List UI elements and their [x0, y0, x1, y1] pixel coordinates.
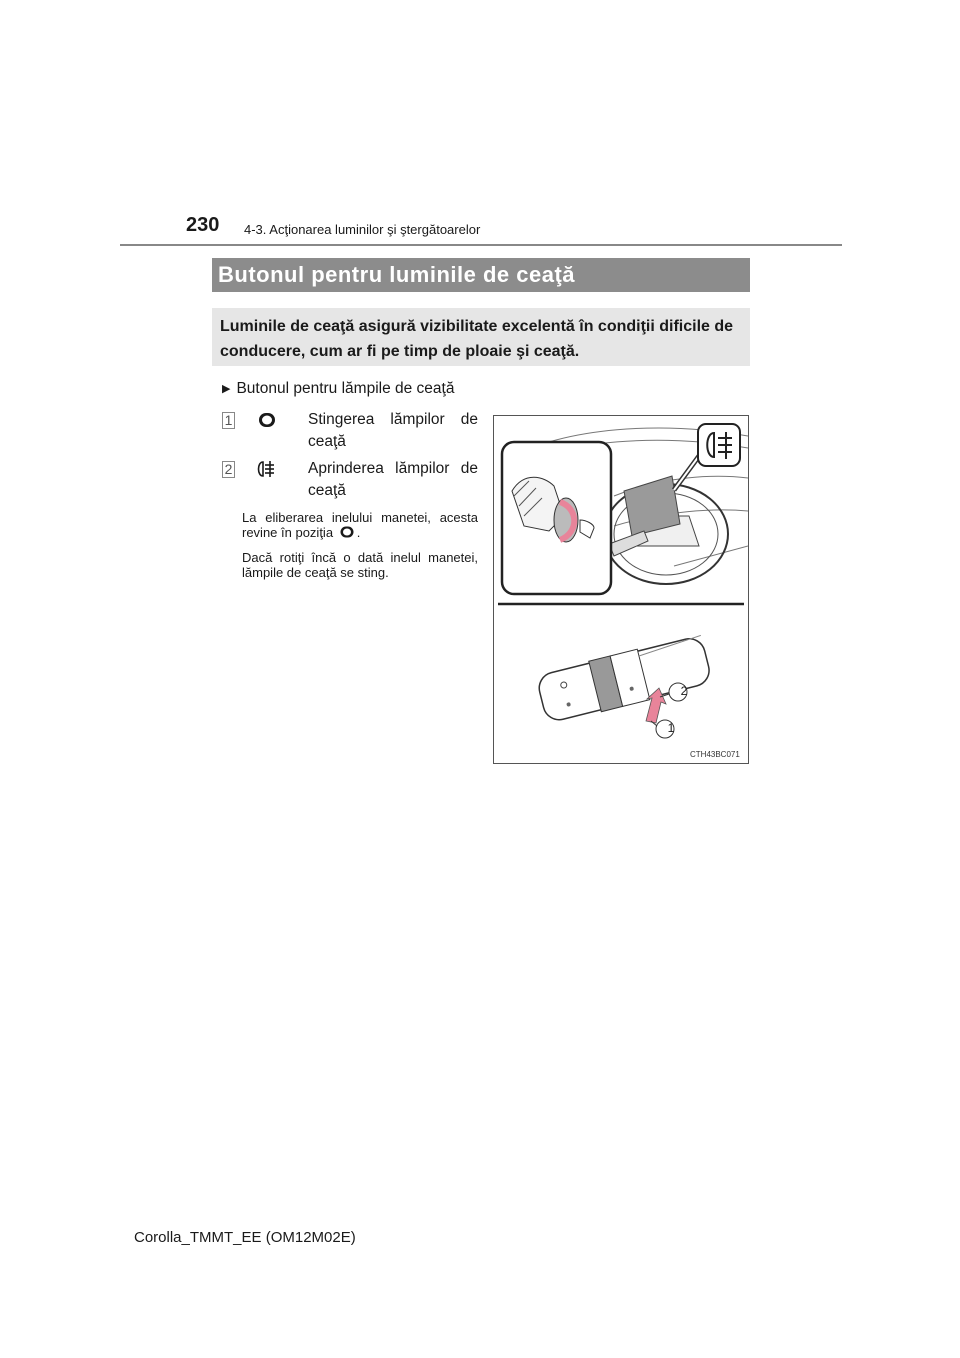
item-label-2: Aprinderea lămpilor de ceaţă	[308, 460, 478, 499]
note-rotate: Dacă rotiţi încă o dată inelul manetei, lămpile de ceaţă se sting.	[242, 550, 478, 580]
callout-1: 1	[667, 721, 675, 735]
bullet-text: Butonul pentru lămpile de ceaţă	[236, 380, 455, 397]
section-header: 4-3. Acţionarea luminilor şi ştergătoarelor	[244, 222, 481, 237]
intro-text: Luminile de ceaţă asigură vizibilitate excelentă în condiţii dificile de conducere, cum ar fi pe timp de ploaie şi ceaţă.	[220, 318, 734, 360]
item-label-1: Stingerea lămpilor de ceaţă	[308, 411, 478, 450]
page-title: Butonul pentru luminile de ceaţă	[218, 262, 576, 287]
bullet-heading	[222, 380, 454, 398]
figure-code: CTH43BC071	[690, 750, 740, 759]
header-divider	[120, 244, 842, 246]
page-number: 230	[186, 214, 220, 236]
item-number-2: 2	[222, 461, 235, 478]
fog-light-switch-illustration	[493, 415, 749, 764]
callout-2: 2	[680, 684, 688, 698]
bullet-triangle-icon: ▶	[222, 383, 231, 395]
front-fog-lamp-icon	[254, 459, 278, 484]
fog-lamp-off-icon	[340, 526, 354, 538]
item-number-1: 1	[222, 412, 235, 429]
note-release: La eliberarea inelului manetei, acesta revine în poziţia .	[242, 510, 478, 540]
footer-model: Corolla_TMMT_EE (OM12M02E)	[134, 1229, 356, 1246]
fog-lamp-off-icon	[258, 412, 276, 433]
